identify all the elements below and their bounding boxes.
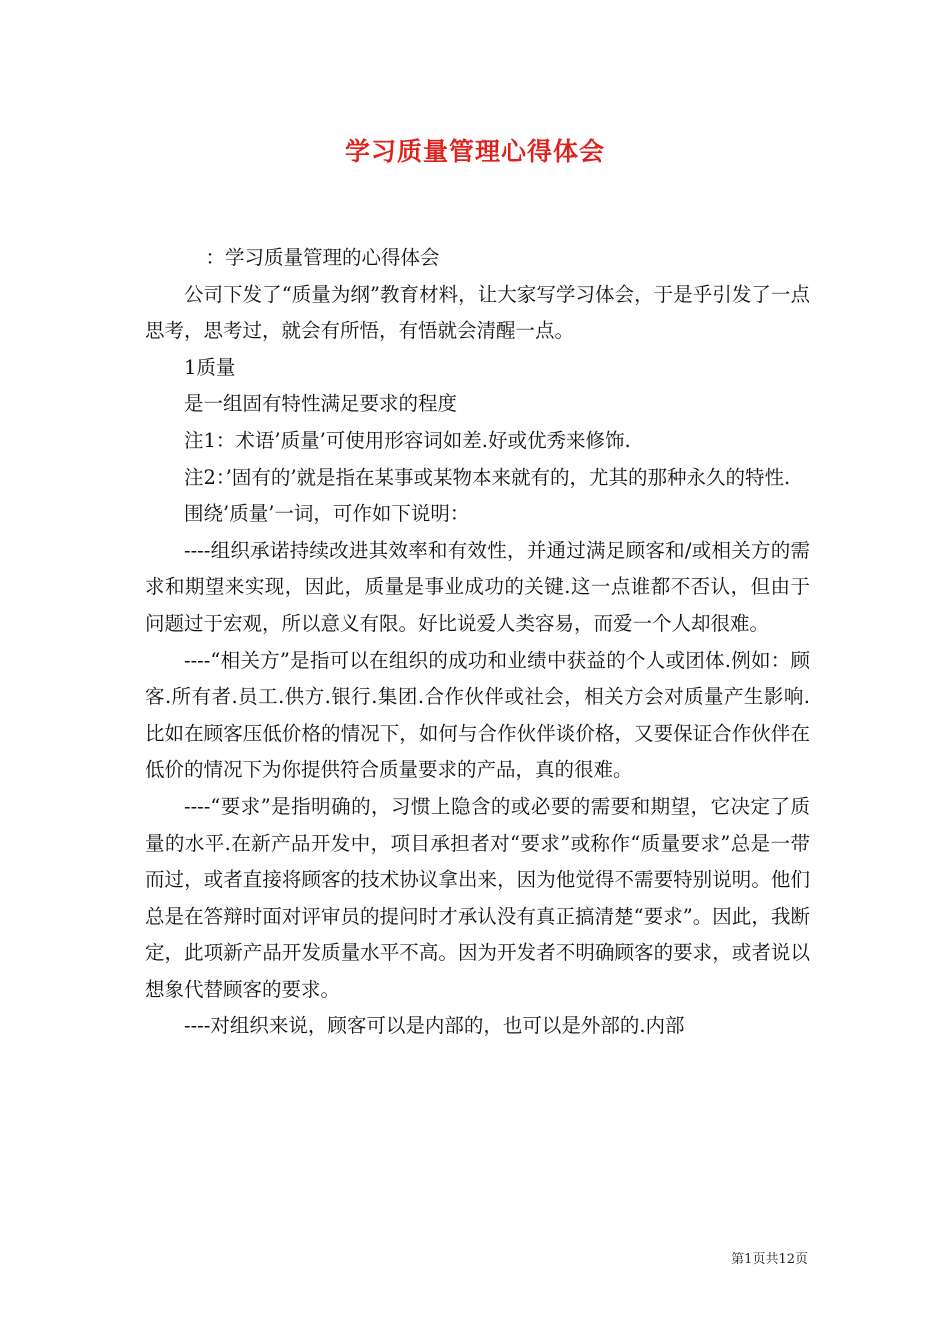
paragraph-note-2: 注2：’固有的’就是指在某事或某物本来就有的，尤其的那种永久的特性. [184, 465, 791, 489]
paragraph-point-requirements: ----“要求”是指明确的，习惯上隐含的或必要的需要和期望，它决定了质量的水平.在新产品开发中，项目承担者对“要求”或称作“质量要求”总是一带而过，或者直接将顾客的技术协议拿出来，因为他觉得不需要特别说明。他们总是在答辩时面对评审员的提问时才承认没有真正搞清楚“要求”。因此，我断定，此项新产品开发质量水平不高。因为开发者不明确顾客的要求，或者说以想象代替顾客的要求。 [145, 794, 810, 1001]
paragraph-intro: 公司下发了“质量为纲”教育材料，让大家写学习体会，于是乎引发了一点思考，思考过，就会有所悟，有悟就会清醒一点。 [145, 282, 810, 343]
paragraph-definition: 是一组固有特性满足要求的程度 [184, 392, 458, 416]
paragraph-note-1: 注1：术语’质量’可使用形容词如差.好或优秀来修饰. [184, 428, 631, 452]
page-number-footer: 第1页共12页 [731, 1252, 808, 1267]
paragraph-point-organization: ----组织承诺持续改进其效率和有效性，并通过满足顾客和/或相关方的需求和期望来实现，因此，质量是事业成功的关键.这一点谁都不否认，但由于问题过于宏观，所以意义有限。好比说爱人类容易，而爱一个人却很难。 [145, 538, 810, 635]
paragraph-point-stakeholders: ----“相关方”是指可以在组织的成功和业绩中获益的个人或团体.例如：顾客.所有者.员工.供方.银行.集团.合作伙伴或社会，相关方会对质量产生影响.比如在顾客压低价格的情况下，如何与合作伙伴谈价格，又要保证合作伙伴在低价的情况下为你提供符合质量要求的产品，真的很难。 [145, 648, 810, 782]
paragraph-section-heading: 1质量 [184, 355, 236, 379]
document-body [145, 240, 810, 1045]
document-title: 学习质量管理心得体会 [344, 137, 605, 166]
paragraph-point-customers: ----对组织来说，顾客可以是内部的，也可以是外部的.内部 [184, 1014, 685, 1038]
paragraph-explanation-lead: 围绕’质量’一词，可作如下说明： [184, 502, 470, 526]
document-subtitle: ：学习质量管理的心得体会 [205, 246, 440, 269]
